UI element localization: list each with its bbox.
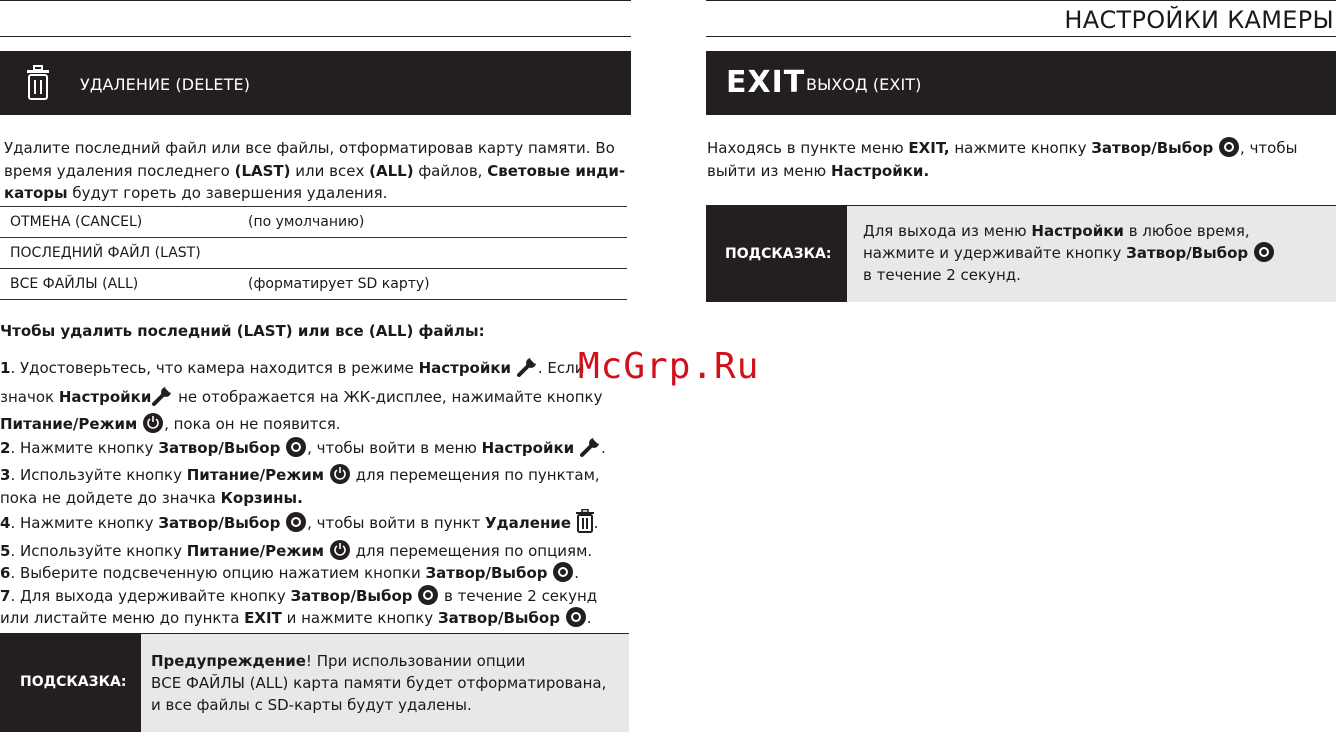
delete-options-table (0, 206, 627, 300)
exit-title: ВЫХОД (EXIT) (806, 75, 922, 94)
wrench-icon (579, 436, 601, 465)
header-rule-left (0, 36, 631, 37)
steps-heading: Чтобы удалить последний (LAST) или все (ALL) файлы: (0, 322, 485, 340)
trash-icon (26, 65, 50, 105)
table-row (0, 238, 627, 269)
step-5: 5. Используйте кнопку Питание/Режим для перемещения по опциям. (0, 541, 593, 560)
delete-intro: Удалите последний файл или все файлы, отформатировав карту памяти. Во время удаления последнего (LAST) или всех (ALL) файлов, Световые инди- каторы будут гореть до завершения удаления. (4, 139, 626, 202)
table-row (0, 269, 627, 300)
page-title: НАСТРОЙКИ КАМЕРЫ (1064, 6, 1334, 34)
option-note (238, 238, 627, 269)
shutter-button-icon (553, 562, 573, 582)
exit-hint-label: ПОДСКАЗКА: (706, 206, 847, 302)
shutter-button-icon (1254, 242, 1274, 262)
step-2: 2. Нажмите кнопку Затвор/Выбор , чтобы войти в меню Настройки . (0, 436, 640, 465)
wrench-icon (151, 385, 173, 414)
option-label: ОТМЕНА (CANCEL) (0, 207, 238, 238)
option-label: ПОСЛЕДНИЙ ФАЙЛ (LAST) (0, 238, 238, 269)
header-rule-right (706, 36, 1336, 37)
step-6: 6. Выберите подсвеченную опцию нажатием кнопки Затвор/Выбор . (0, 564, 580, 582)
trash-icon (576, 509, 594, 540)
exit-header-band (706, 51, 1336, 115)
option-label: ВСЕ ФАЙЛЫ (ALL) (0, 269, 238, 300)
shutter-button-icon (1219, 137, 1239, 157)
option-note: (форматирует SD карту) (238, 269, 627, 300)
top-rule-left (0, 0, 631, 1)
top-rule-right (706, 0, 1336, 1)
delete-title: УДАЛЕНИЕ (DELETE) (80, 75, 251, 94)
delete-hint-label: ПОДСКАЗКА: (0, 634, 141, 732)
delete-hint-text: Предупреждение! При использовании опции ВСЕ ФАЙЛЫ (ALL) карта памяти будет отформатирована, и все файлы с SD-карты будут удалены. (141, 634, 629, 732)
steps-list: 1. Удостоверьтесь, что камера находится в режиме Настройки . Если значок Настройки не отображается на ЖК-дисплее, нажимайте кнопку Питание/Режим , пока он не появится. 2. Нажмите кнопку Затвор/Выбор , чтобы войти в меню Настройки . 3. Используйте кнопку Питание/Режим для перемещения по пунктам, пока не дойдете до значка Корзины. 4. Нажмите кнопку Затвор/Выбор , чтобы войти в пункт Удаление . 5. Используйте кнопку Питание/Режим для перемещения по опциям. 6. Выберите подсвеченную опцию нажатием кнопки Затвор/Выбор . 7. Для выхода удерживайте кнопку Затвор/Выбор в течение 2 секунд или листайте меню до пункта EXIT и нажмите кнопку Затвор/Выбор . (0, 356, 640, 630)
step-3: 3. Используйте кнопку Питание/Режим для перемещения по пунктам, (0, 466, 600, 484)
watermark: McGrp.Ru (578, 346, 760, 387)
step-4: 4. Нажмите кнопку Затвор/Выбор , чтобы войти в пункт Удаление . (0, 509, 640, 540)
shutter-button-icon (286, 512, 306, 532)
exit-icon: EXIT (726, 65, 806, 100)
shutter-button-icon (566, 607, 586, 627)
wrench-icon (516, 356, 538, 385)
step-1: 1. Удостоверьтесь, что камера находится в режиме Настройки . Если (0, 356, 640, 385)
exit-hint-text: Для выхода из меню Настройки в любое время, нажмите и удерживайте кнопку Затвор/Выбор в течение 2 секунд. (847, 206, 1336, 302)
exit-description: Находясь в пункте меню EXIT, нажмите кнопку Затвор/Выбор , чтобы выйти из меню Настройки. (707, 139, 1298, 180)
shutter-button-icon (418, 585, 438, 605)
table-row (0, 207, 627, 238)
power-mode-button-icon (330, 464, 350, 484)
step-7: 7. Для выхода удерживайте кнопку Затвор/Выбор в течение 2 секунд (0, 586, 598, 605)
option-note: (по умолчанию) (238, 207, 627, 238)
shutter-button-icon (286, 437, 306, 457)
delete-header-band (0, 51, 631, 115)
power-mode-button-icon (143, 413, 163, 433)
power-mode-button-icon (330, 540, 350, 560)
